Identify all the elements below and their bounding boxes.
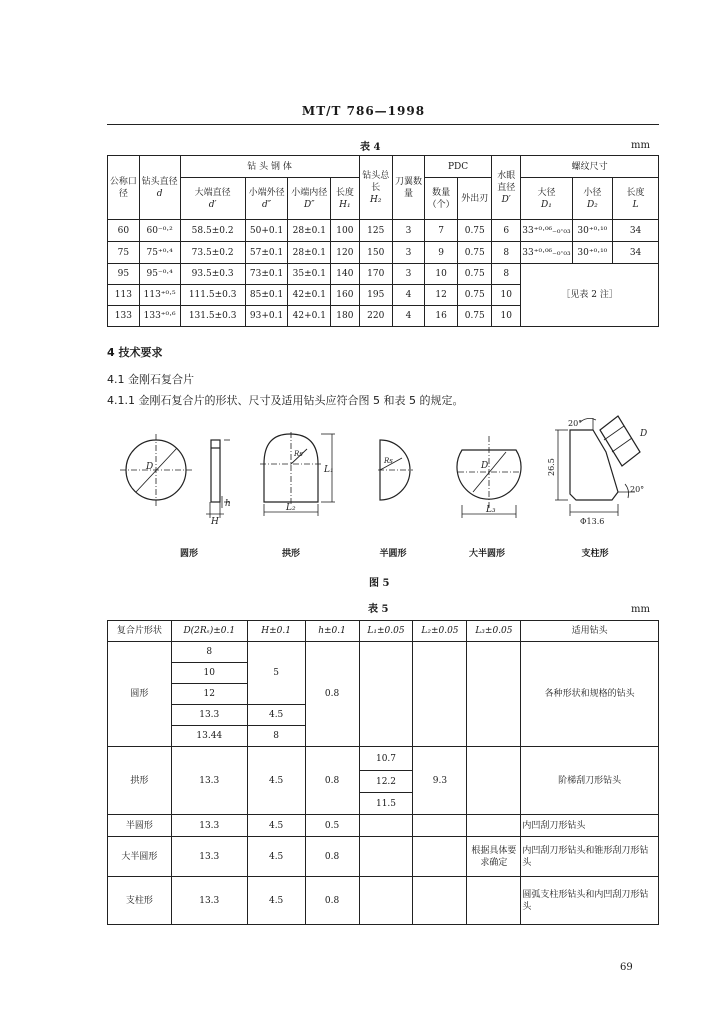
cell: 0.75	[458, 285, 492, 306]
cell: 58.5±0.2	[180, 220, 245, 242]
cell: 95⁻⁰·⁴	[139, 264, 180, 285]
table-row	[108, 877, 659, 925]
t5-h-h: h±0.1	[305, 621, 359, 642]
round-D-label: D	[146, 462, 154, 472]
cell: 150	[359, 242, 392, 264]
cell: 133⁺⁰·⁶	[139, 306, 180, 327]
cell: 4.5	[247, 747, 305, 815]
cell: 9	[424, 242, 457, 264]
cell: 33⁺⁰·⁰⁶₋₀·₀₃	[521, 220, 572, 242]
table4-unit: mm	[631, 140, 650, 151]
cell: 根据具体要求确定	[467, 837, 521, 877]
table5-unit: mm	[631, 604, 650, 615]
cell: 220	[359, 306, 392, 327]
cell: 50+0.1	[245, 220, 288, 242]
t5-h-L1: L₁±0.05	[359, 621, 413, 642]
post-angle-right: 20°	[630, 485, 645, 494]
cell: 75	[108, 242, 140, 264]
cell: 85±0.1	[245, 285, 288, 306]
cell: 0.75	[458, 242, 492, 264]
figure5-caption: 图 5	[369, 578, 390, 589]
cell: 42+0.1	[288, 306, 331, 327]
post-D-label: D	[640, 429, 648, 439]
cell: 圆弧支柱形钻头和内凹刮刀形钻头	[521, 877, 659, 925]
cell: 6	[492, 220, 521, 242]
section-4-1-1-text: 4.1.1 金刚石复合片的形状、尺寸及适用钻头应符合图 5 和表 5 的规定。	[107, 394, 464, 407]
cell: 131.5±0.3	[180, 306, 245, 327]
cell	[467, 642, 521, 747]
table-row	[108, 642, 659, 663]
fig-label-major-semicircle: 大半圆形	[468, 549, 505, 559]
cell	[467, 815, 521, 837]
cell: 0.8	[305, 877, 359, 925]
table4-caption: 表 4	[360, 142, 381, 153]
t5-semi-name: 半圆形	[108, 815, 172, 837]
cell: 3	[392, 242, 424, 264]
cell: 120	[331, 242, 359, 264]
table5-caption: 表 5	[368, 604, 389, 615]
t4-h-length: 长度 H₁	[331, 178, 359, 220]
fig-label-semicircle: 半圆形	[379, 549, 407, 559]
t4-h-minor: 小径 D₂	[572, 178, 613, 220]
fig-label-round: 圆形	[179, 549, 198, 559]
t5-major-name: 大半圆形	[108, 837, 172, 877]
t4-h-thread: 螺纹尺寸	[521, 156, 659, 178]
cell: 13.3	[171, 837, 247, 877]
cell: 180	[331, 306, 359, 327]
post-shape-drawing	[555, 416, 640, 516]
t5-h-L2: L₂±0.05	[413, 621, 467, 642]
cell: 60⁻⁰·²	[139, 220, 180, 242]
cell: 12.2	[359, 771, 413, 793]
t5-h-L3: L₃±0.05	[467, 621, 521, 642]
cell: 60	[108, 220, 140, 242]
cell: 73.5±0.2	[180, 242, 245, 264]
cell: 170	[359, 264, 392, 285]
cell: 0.5	[305, 815, 359, 837]
arch-L1-label: L₁	[324, 465, 334, 475]
table-row	[108, 747, 659, 771]
cell: 3	[392, 264, 424, 285]
cell: 113⁺⁰·⁵	[139, 285, 180, 306]
cell: 16	[424, 306, 457, 327]
table-row	[108, 815, 659, 837]
cell: 0.75	[458, 306, 492, 327]
cell: 0.8	[305, 747, 359, 815]
cell: 33⁺⁰·⁰⁶₋₀·₀₃	[521, 242, 572, 264]
section-4-1-heading: 4.1 金刚石复合片	[107, 373, 194, 386]
cell: 3	[392, 220, 424, 242]
cell: 4.5	[247, 837, 305, 877]
cell: 0.8	[305, 837, 359, 877]
cell: 42±0.1	[288, 285, 331, 306]
table-row	[108, 220, 659, 242]
t5-round-name: 圆形	[108, 642, 172, 747]
cell: 125	[359, 220, 392, 242]
cell: 73±0.1	[245, 264, 288, 285]
major-L3-label: L₃	[486, 505, 496, 515]
cell: 111.5±0.3	[180, 285, 245, 306]
cell: 93.5±0.3	[180, 264, 245, 285]
t5-h-use: 适用钻头	[521, 621, 659, 642]
header-rule	[107, 124, 659, 125]
cell: 133	[108, 306, 140, 327]
cell: 95	[108, 264, 140, 285]
table4	[107, 155, 659, 327]
cell: 4	[392, 306, 424, 327]
arch-L2-label: L₂	[286, 503, 296, 513]
t4-h-smallid: 小端内径 D″	[288, 178, 331, 220]
document-header: MT/T 786—1998	[301, 104, 426, 118]
side-H-label: H	[211, 517, 219, 527]
cell: 10	[492, 285, 521, 306]
t5-h-H: H±0.1	[247, 621, 305, 642]
t5-h-shape: 复合片形状	[108, 621, 172, 642]
cell	[359, 877, 413, 925]
fig-label-arch: 拱形	[281, 549, 300, 559]
cell	[413, 642, 467, 747]
table-row	[108, 837, 659, 877]
cell: 34	[613, 220, 659, 242]
cell: 28±0.1	[288, 242, 331, 264]
cell: 13.3	[171, 747, 247, 815]
cell: 12	[424, 285, 457, 306]
cell	[467, 747, 521, 815]
t4-h-bitdiam: 钻头直径 d	[139, 156, 180, 220]
cell: 各种形状和规格的钻头	[521, 642, 659, 747]
cell	[359, 837, 413, 877]
cell: 13.3	[171, 815, 247, 837]
cell: 75⁺⁰·⁴	[139, 242, 180, 264]
cell: 93+0.1	[245, 306, 288, 327]
t4-h-count: 数量（个）	[424, 178, 457, 220]
page-number: 69	[620, 962, 633, 973]
cell: 4.5	[247, 877, 305, 925]
cell: 4.5	[247, 705, 305, 726]
cell: 0.75	[458, 220, 492, 242]
cell: 30⁺⁰·¹⁰	[572, 242, 613, 264]
t4-h-water: 水眼直径 D′	[492, 156, 521, 220]
t4-h-protrude: 外出刃	[458, 178, 492, 220]
cell	[413, 837, 467, 877]
t4-h-tlen: 长度 L	[613, 178, 659, 220]
t4-h-bigod: 大端直径 d′	[180, 178, 245, 220]
cell: 9.3	[413, 747, 467, 815]
cell: 13.44	[171, 726, 247, 747]
cell	[413, 815, 467, 837]
t4-h-steel: 钻 头 钢 体	[180, 156, 359, 178]
figure5-drawings	[100, 412, 660, 547]
t5-arch-name: 拱形	[108, 747, 172, 815]
section-4-heading: 4 技术要求	[107, 346, 163, 359]
cell: 10	[492, 306, 521, 327]
table-row	[108, 242, 659, 264]
cell: 0.75	[458, 264, 492, 285]
major-D-label: D	[481, 461, 489, 471]
cell: 195	[359, 285, 392, 306]
side-h-label: h	[225, 499, 231, 509]
cell: 5	[247, 642, 305, 705]
t5-h-D: D(2Rₛ)±0.1	[171, 621, 247, 642]
cell: 8	[247, 726, 305, 747]
post-phi-label: Φ13.6	[580, 517, 605, 526]
cell: 10.7	[359, 747, 413, 771]
cell	[467, 877, 521, 925]
t5-post-name: 支柱形	[108, 877, 172, 925]
cell: 阶梯刮刀形钻头	[521, 747, 659, 815]
t4-h-total: 钻头总长 H₂	[359, 156, 392, 220]
cell: 8	[171, 642, 247, 663]
cell: 35±0.1	[288, 264, 331, 285]
cell: 100	[331, 220, 359, 242]
semi-Rs-label: Rs	[384, 457, 393, 465]
cell: 4	[392, 285, 424, 306]
cell: 113	[108, 285, 140, 306]
cell: 10	[171, 663, 247, 684]
cell: 160	[331, 285, 359, 306]
table-row	[108, 264, 659, 285]
semicircle-shape-drawing	[378, 440, 413, 500]
round-shape-drawing	[120, 434, 192, 506]
post-angle-top: 20°	[568, 419, 583, 428]
cell: 0.8	[305, 642, 359, 747]
cell: 30⁺⁰·¹⁰	[572, 220, 613, 242]
arch-Rs-label: Rs	[294, 450, 303, 458]
cell: 34	[613, 242, 659, 264]
cell: 8	[492, 242, 521, 264]
t4-h-wings: 刀翼数量	[392, 156, 424, 220]
t4-h-smallod: 小端外径 d″	[245, 178, 288, 220]
cell: 4.5	[247, 815, 305, 837]
cell: 12	[171, 684, 247, 705]
t4-h-nominal: 公称口径	[108, 156, 140, 220]
cell: 10	[424, 264, 457, 285]
t4-note: ［见表 2 注］	[521, 264, 659, 327]
cell	[359, 642, 413, 747]
cell: 13.3	[171, 705, 247, 726]
cell: 11.5	[359, 793, 413, 815]
cell: 内凹刮刀形钻头	[521, 815, 659, 837]
cell	[413, 877, 467, 925]
table5	[107, 620, 659, 925]
cell: 8	[492, 264, 521, 285]
t4-h-pdc: PDC	[424, 156, 491, 178]
post-height-label: 26.5	[547, 458, 556, 476]
t4-h-major: 大径 D₁	[521, 178, 572, 220]
cell: 13.3	[171, 877, 247, 925]
cell: 140	[331, 264, 359, 285]
fig-label-post: 支柱形	[581, 549, 609, 559]
cell	[359, 815, 413, 837]
cell: 57±0.1	[245, 242, 288, 264]
cell: 内凹刮刀形钻头和锥形刮刀形钻头	[521, 837, 659, 877]
cell: 28±0.1	[288, 220, 331, 242]
cell: 7	[424, 220, 457, 242]
